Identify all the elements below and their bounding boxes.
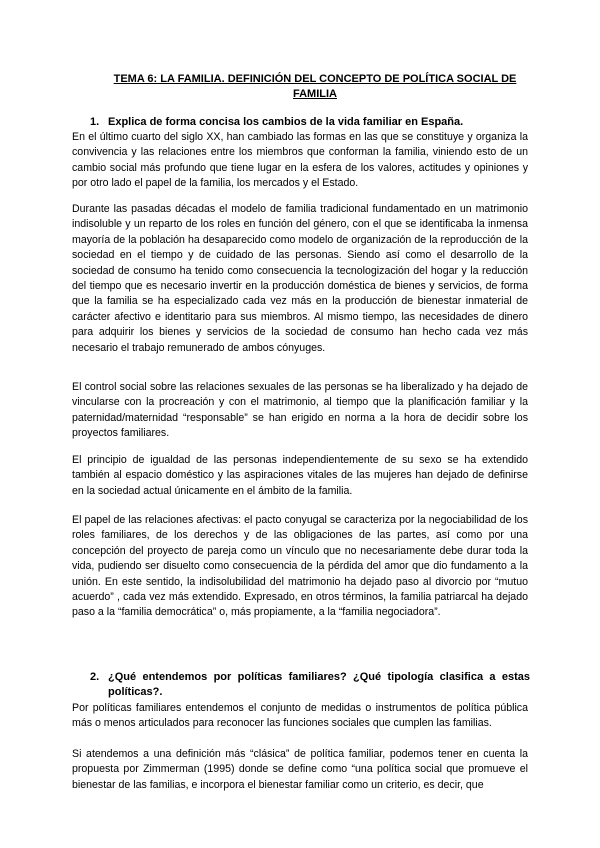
section-1-paragraph-3: El control social sobre las relaciones sexuales de las personas se ha liberalizado y ha dejado de vincularse con la procreación y con el matrimonio, al tiempo que la planificación familiar y la paternidad/maternidad “responsable” se han erigido en norma a la hora de decidir sobre los proyectos familiares. [72, 381, 528, 440]
section-2-paragraph-2: Si atendemos a una definición más “clásica” de política familiar, podemos tener en cuenta la propuesta por Zimmerman (1995) donde se define como “una política social que promueve el bienestar de las familias, e incorpora el bienestar familiar como un criterio, es decir, que [72, 748, 528, 791]
section-1-title: Explica de forma concisa los cambios de la vida familiar en España. [108, 116, 464, 128]
section-2-title: ¿Qué entendemos por políticas familiares? ¿Qué tipología clasifica a estas políticas?. [108, 671, 530, 698]
section-1-number: 1. [90, 116, 100, 128]
document-title: TEMA 6: LA FAMILIA. DEFINICIÓN DEL CONCEPTO DE POLÍTICA SOCIAL DE FAMILIA [113, 73, 517, 100]
section-1-paragraph-4: El principio de igualdad de las personas independientemente de su sexo se ha extendido también al espacio doméstico y las aspiraciones vitales de las mujeres han dejado de definirse en la sociedad actual únicamente en el ámbito de la familia. [72, 454, 528, 497]
section-1-paragraph-1: En el último cuarto del siglo XX, han cambiado las formas en las que se constituye y organiza la convivencia y las relaciones entre los miembros que conforman la familia, viniendo esto de un cambio social más profundo que tiene lugar en la esfera de los valores, actitudes y opiniones y por otro lado el papel de la familia, los mercados y el Estado. [72, 131, 528, 190]
section-1-heading [90, 115, 530, 130]
section-1-paragraph-2: Durante las pasadas décadas el modelo de familia tradicional fundamentado en un matrimonio indisoluble y un reparto de los roles en función del género, con el que se identificaba la inmensa mayoría de la población ha desaparecido como modelo de organización de la reproducción de la sociedad en el tiempo y de cuidado de las personas. Siendo así como el desarrollo de la sociedad de consumo ha tenido como consecuencia la tecnologización del hogar y la reducción del tiempo que es necesario invertir en la producción doméstica de bienes y servicios, de forma que la familia se ha especializado cada vez más en la producción de bienestar inmaterial de carácter afectivo e identitario para sus miembros. Al mismo tiempo, las necesidades de dinero para adquirir los bienes y servicios de la sociedad de consumo han hecho cada vez más necesario el trabajo remunerado de ambos cónyuges. [72, 203, 528, 354]
section-1-paragraph-5: El papel de las relaciones afectivas: el pacto conyugal se caracteriza por la negociabilidad de los roles familiares, de los derechos y de las obligaciones de las partes, así como por una concepción del proyecto de pareja como un vínculo que no necesariamente debe durar toda la vida, pudiendo ser disuelto como consecuencia de la pérdida del amor que dio fundamento a la unión. En este sentido, la indisolubilidad del matrimonio ha dejado paso al divorcio por “mutuo acuerdo” , cada vez más extendido. Expresado, en otros términos, la familia patriarcal ha dejado paso a la “familia democrática” o, más propiamente, a la “familia negociadora”. [72, 514, 528, 619]
section-2-heading [90, 670, 530, 700]
section-2-paragraph-1: Por políticas familiares entendemos el conjunto de medidas o instrumentos de política pública más o menos articulados para reconocer las funciones sociales que cumplen las familias. [72, 702, 528, 730]
section-2-number: 2. [90, 671, 100, 683]
